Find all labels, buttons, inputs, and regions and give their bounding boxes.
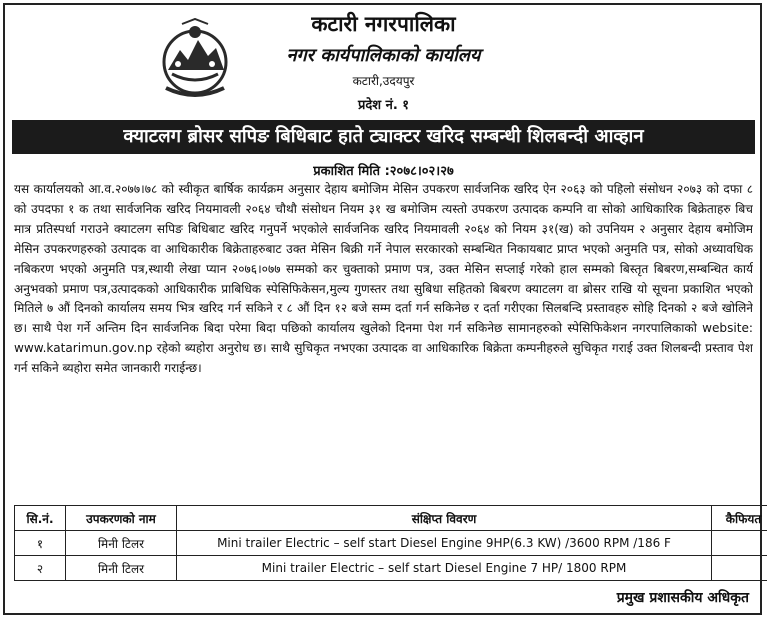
header-sn: सि.नं. — [15, 506, 66, 531]
publication-date: प्रकाशित मिति :२०७८।०२।२७ — [313, 164, 454, 179]
row-sn: २ — [15, 556, 66, 581]
org-name: कटारी नगरपालिका — [311, 12, 456, 36]
notice-body: यस कार्यालयको आ.व.२०७७।७८ को स्वीकृत बार्षिक कार्यक्रम अनुसार देहाय बमोजिम मेसिन उपकरण सार्वजनिक खरिद ऐन २०६३ को पहिलो संसोधन २०७३ को दफा ८ को उपदफा १ क तथा सार्वजनिक खरिद नियमावली २०६४ चौथौ संसोधन नियम ३१ ख बमोजिम त्यस्तो उपकरण उत्पादक कम्पनि वा सोको आधिकारिक बिक्रेताहरु बिच मात्र प्रतिस्पर्धा गराउने क्याटलग सपिङ बिधिबाट खरिद गनुपर्ने भएकोले सार्वजनिक खरिद नियमावली २०६४ को नियम ३१(ख) को उपनियम २ अनुसार देहाय बमोजिम मेसिन उपकरणहरुको उत्पादक वा आधिकारीक बिक्रेताहरुबाट उक्त मेसिन बिक्री गर्ने नेपाल सरकारको सम्बन्धित निकायबाट प्राप्त भएको अनुमति पत्र, सोको अध्यावधिक नबिकरण भएको अनुमति पत्र,स्थायी लेखा प्यान २०७६।०७७ सम्मको कर चुक्ताको प्रमाण पत्र, उक्त मेसिन सप्लाई गरेको हाल सम्मको बिस्तृत बिबरण,सम्बन्धित कार्य अनुभवको प्रमाण पत्र,उत्पादकको आधिकारीक प्राबिधिक स्पेसिफिकेसन,मुल्य गुणस्तर तथा सुबिधा सहितको बिबरण क्याटलग वा ब्रोसर राखि यो सूचना प्रकाशित भएको मितिले ७ औं दिनको कार्यालय समय भित्र खरिद गर्न सकिने र ८ औं दिन १२ बजे सम्म दर्ता गर्न सकिनेछ र दर्ता गरीएका सिलबन्दि प्रस्तावहरु सोहि दिनको २ बजे खोलिने छ। साथै पेश गर्ने अन्तिम दिन सार्वजनिक बिदा परेमा बिदा पछिको कार्यालय खुलेको दिनमा पेश गर्न सकिनेछ सामानहरुको स्पेसिफिकेशन नगरपालिकाको website: www.katarimun.gov.np रहेको ब्यहोरा अनुरोध छ। साथै सुचिकृत नभएका उत्पादक वा आधिकारिक बिक्रेता कम्पनीहरुले सुचिकृत गराई उक्त शिलबन्दी प्रस्ताव पेश गर्न सकिने ब्यहोरा समेत जानकारी गराईन्छ। — [14, 182, 753, 376]
table-row — [15, 556, 767, 581]
row-description: Mini trailer Electric – self start Diesel Engine 9HP(6.3 KW) /3600 RPM /186 F — [177, 531, 712, 556]
row-remarks — [712, 556, 767, 581]
notice-title: क्याटलग ब्रोसर सपिङ बिधिबाट हाते ट्याक्टर खरिद सम्बन्धी शिलबन्दी आव्हान — [12, 120, 755, 154]
header-description: संक्षिप्त विवरण — [177, 506, 712, 531]
province: प्रदेश नं. १ — [357, 98, 410, 113]
office-name: नगर कार्यपालिकाको कार्यालय — [286, 45, 481, 66]
row-remarks — [712, 531, 767, 556]
items-table — [14, 505, 767, 581]
row-item-name: मिनी टिलर — [66, 531, 177, 556]
row-item-name: मिनी टिलर — [66, 556, 177, 581]
header-item-name: उपकरणको नाम — [66, 506, 177, 531]
row-sn: १ — [15, 531, 66, 556]
signatory: प्रमुख प्रशासकीय अधिकृत — [616, 590, 749, 606]
office-address: कटारी,उदयपुर — [352, 74, 415, 88]
row-description: Mini trailer Electric – self start Diesel Engine 7 HP/ 1800 RPM — [177, 556, 712, 581]
letterhead — [0, 0, 767, 120]
header-remarks: कैफियत — [712, 506, 767, 531]
table-header-row — [15, 506, 767, 531]
table-row — [15, 531, 767, 556]
